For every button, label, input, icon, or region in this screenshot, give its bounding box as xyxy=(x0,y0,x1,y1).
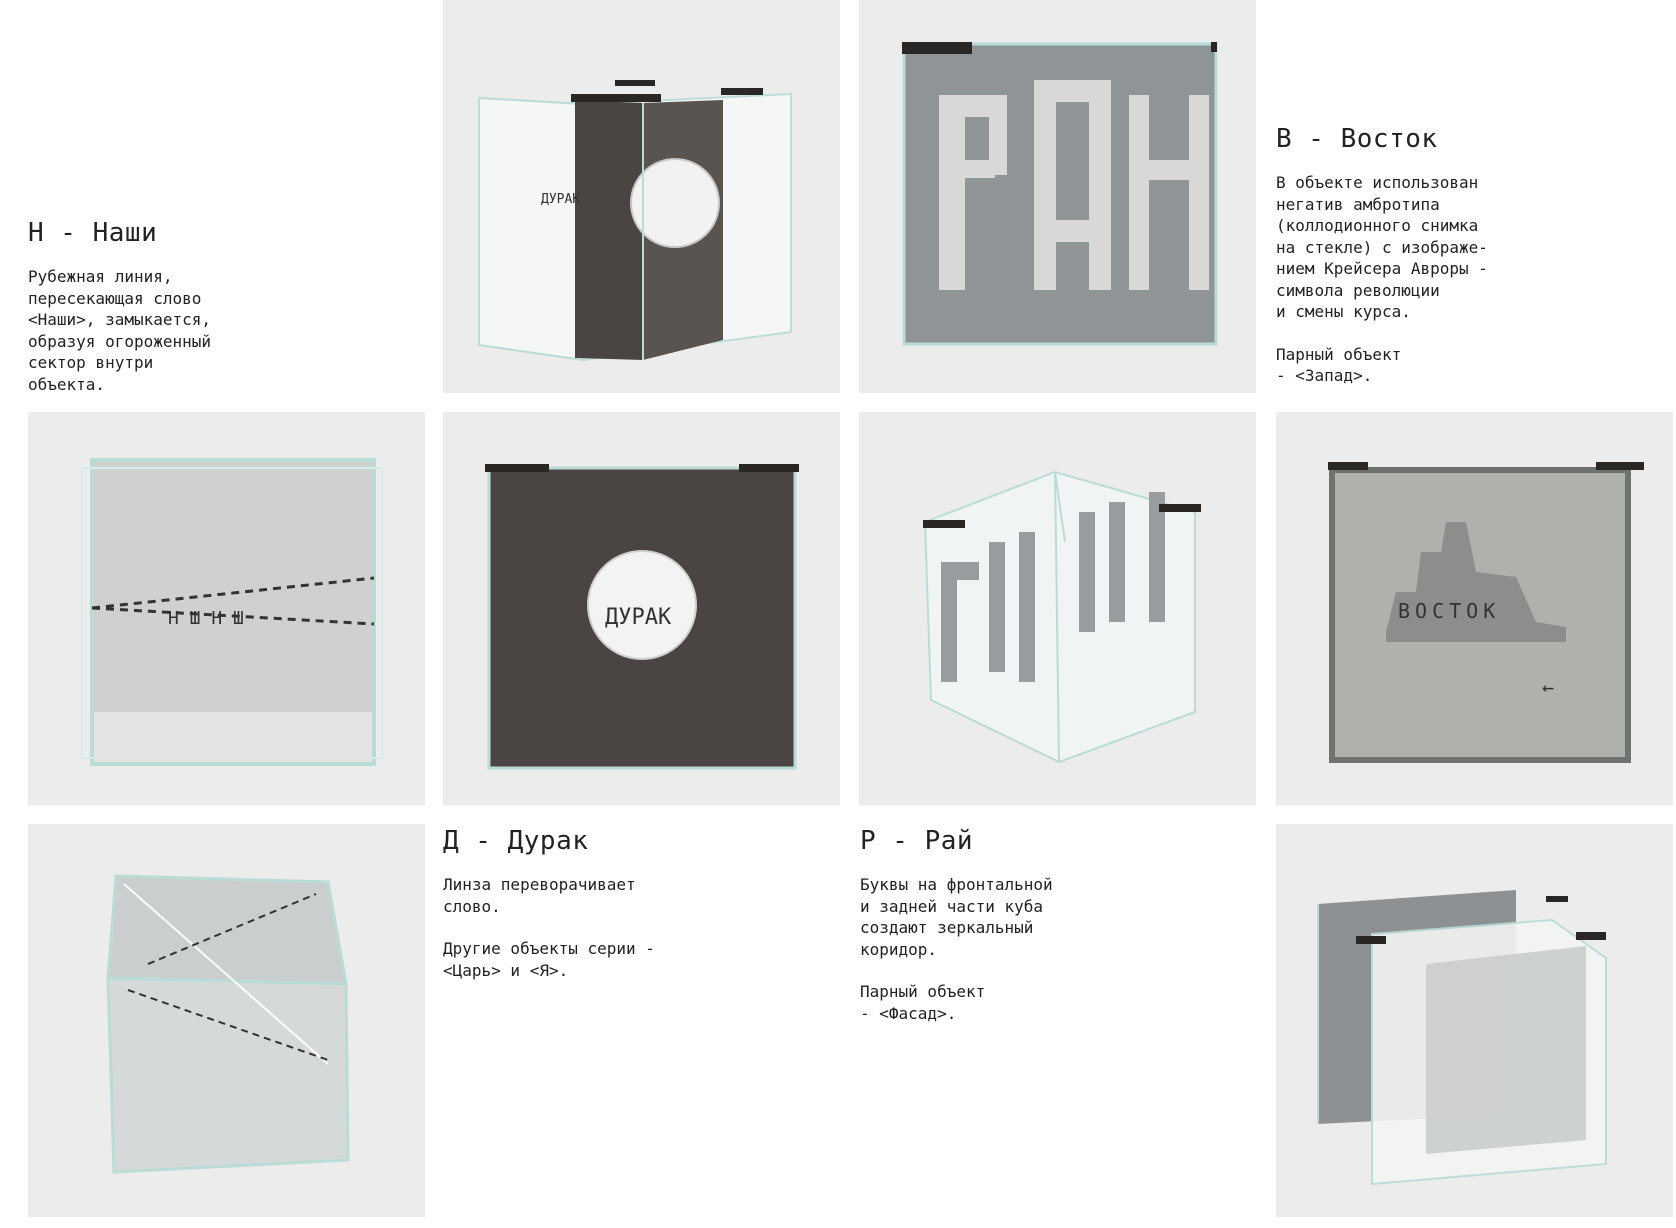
heading-durak: Д - Дурак xyxy=(443,826,589,856)
durak-cube-angled-image xyxy=(443,0,840,393)
article-durak xyxy=(443,826,823,1002)
text-vostok-1: В объекте использован негатив амбротипа (коллодионного снимка на стекле) с изображе- нием Крейсера Авроры - символа революции и смены курса. xyxy=(1276,173,1488,321)
photo-nashi-front xyxy=(28,412,425,805)
article-nashi xyxy=(28,218,408,416)
nashi-word-label: Н Ш Н Ш xyxy=(168,608,244,629)
text-vostok-2: Парный объект - <Запад>. xyxy=(1276,344,1402,385)
photo-rai-front xyxy=(859,0,1256,393)
heading-rai: Р - Рай xyxy=(860,826,974,856)
text-nashi-1: Рубежная линия, пересекающая слово <Наши>, замыкается, образуя огороженный сектор внутри объекта. xyxy=(28,267,212,394)
photo-vostok-angled xyxy=(1276,824,1673,1217)
text-durak-2: Другие объекты серии - <Царь> и <Я>. xyxy=(443,939,655,980)
photo-durak-lens-front xyxy=(443,412,840,805)
durak-side-label: ДУРАК xyxy=(541,192,581,207)
text-rai-1: Буквы на фронтальной и задней части куба создают зеркальный коридор. xyxy=(860,875,1053,959)
photo-vostok-front xyxy=(1276,412,1673,805)
article-vostok xyxy=(1276,124,1656,408)
vostok-word-label: ВОСТОК xyxy=(1398,599,1501,623)
rai-word-label: РАЙ xyxy=(1069,378,1071,379)
article-rai xyxy=(860,826,1240,1045)
durak-lens-label: ДУРАК xyxy=(605,605,672,630)
durak-lens-front-image xyxy=(443,412,840,805)
photo-rai-angled xyxy=(859,412,1256,805)
rai-front-image xyxy=(859,0,1256,393)
vostok-front-image xyxy=(1276,412,1673,805)
rai-angled-image xyxy=(859,412,1256,805)
text-rai-2: Парный объект - <Фасад>. xyxy=(860,982,986,1023)
text-durak-1: Линза переворачивает слово. xyxy=(443,875,636,916)
vostok-angled-image xyxy=(1276,824,1673,1217)
heading-vostok: В - Восток xyxy=(1276,124,1438,154)
photo-durak-cube-angled xyxy=(443,0,840,393)
nashi-front-image xyxy=(28,412,425,805)
heading-nashi: Н - Наши xyxy=(28,218,158,248)
photo-nashi-angled xyxy=(28,824,425,1217)
nashi-angled-image xyxy=(28,824,425,1217)
vostok-arrow-icon: ← xyxy=(1542,675,1555,699)
